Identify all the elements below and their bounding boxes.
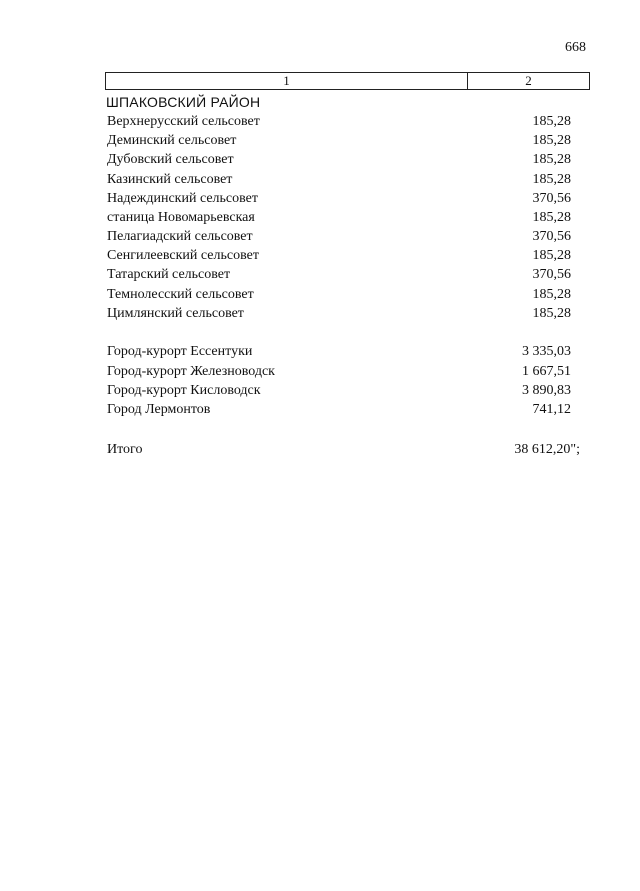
row-value: 1 667,51: [522, 364, 571, 379]
table-row: [107, 112, 571, 131]
table-row: [107, 265, 571, 284]
row-value: 741,12: [532, 402, 571, 417]
row-name: Город-курорт Ессентуки: [107, 344, 253, 359]
row-name: Татарский сельсовет: [107, 267, 231, 282]
row-name: Город-курорт Кисловодск: [107, 383, 261, 398]
table-row: [107, 362, 571, 381]
page-number: 668: [565, 40, 586, 55]
table-row: [107, 285, 571, 304]
row-name: Город-курорт Железноводск: [107, 364, 275, 379]
total-label: Итого: [107, 442, 143, 457]
table-row: [107, 342, 571, 361]
district-title: ШПАКОВСКИЙ РАЙОН: [106, 94, 261, 110]
table-row: [107, 208, 571, 227]
row-value: 3 890,83: [522, 383, 571, 398]
row-name: Дубовский сельсовет: [107, 152, 234, 167]
table-row: [107, 131, 571, 150]
row-name: Деминский сельсовет: [107, 133, 237, 148]
table-row: [107, 400, 571, 419]
row-value: 185,28: [532, 306, 571, 321]
row-value: 185,28: [532, 248, 571, 263]
row-name: Город Лермонтов: [107, 402, 211, 417]
row-value: 185,28: [532, 287, 571, 302]
row-value: 185,28: [532, 114, 571, 129]
total-value: 38 612,20";: [514, 442, 580, 457]
table-row: [107, 246, 571, 265]
row-value: 370,56: [532, 191, 571, 206]
row-value: 185,28: [532, 172, 571, 187]
table-row: [107, 150, 571, 169]
row-name: Надеждинский сельсовет: [107, 191, 258, 206]
row-name: Темнолесский сельсовет: [107, 287, 254, 302]
total-row: [107, 440, 580, 459]
row-value: 185,28: [532, 210, 571, 225]
table-row: [107, 227, 571, 246]
row-value: 185,28: [532, 133, 571, 148]
table-row: [107, 189, 571, 208]
row-name: Цимлянский сельсовет: [107, 306, 244, 321]
row-name: Верхнерусский сельсовет: [107, 114, 260, 129]
header-col-2: 2: [525, 73, 532, 88]
row-name: Пелагиадский сельсовет: [107, 229, 253, 244]
row-value: 370,56: [532, 229, 571, 244]
table-header: [105, 72, 590, 90]
table-row: [107, 170, 571, 189]
header-col-1: 1: [106, 73, 468, 89]
row-name: Казинский сельсовет: [107, 172, 233, 187]
row-name: станица Новомарьевская: [107, 210, 255, 225]
row-name: Сенгилеевский сельсовет: [107, 248, 259, 263]
row-value: 185,28: [532, 152, 571, 167]
row-value: 370,56: [532, 267, 571, 282]
table-row: [107, 381, 571, 400]
row-value: 3 335,03: [522, 344, 571, 359]
table-row: [107, 304, 571, 323]
